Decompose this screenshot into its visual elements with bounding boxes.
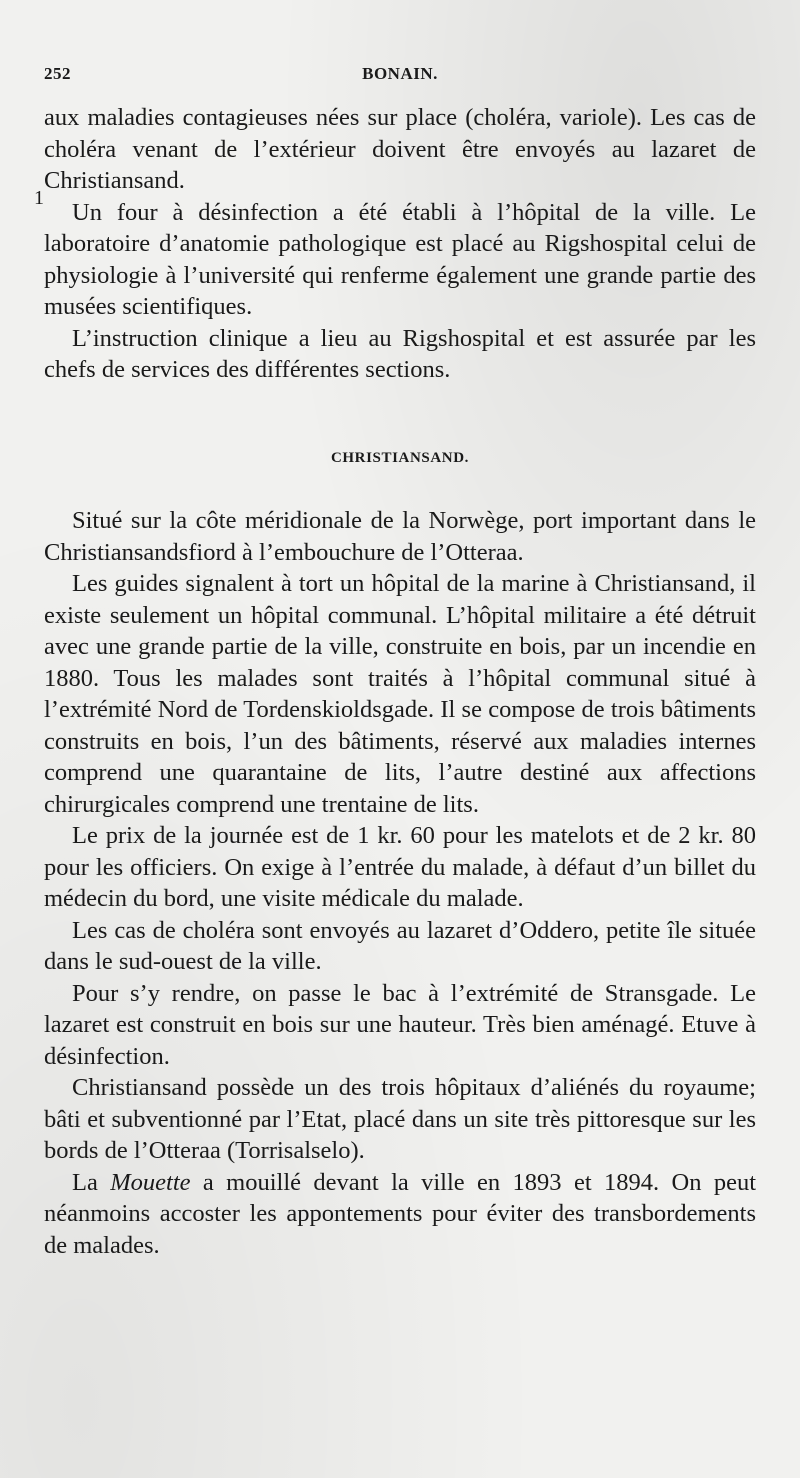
running-title: BONAIN.: [362, 64, 438, 83]
paragraph: Les cas de choléra sont envoyés au lazaret d’Oddero, petite île située dans le sud-ouest de la ville.: [44, 916, 756, 975]
paragraph: Christiansand possède un des trois hôpitaux d’aliénés du royaume; bâti et subventionné par l’Etat, placé dans un site très pittoresque sur les bords de l’Otteraa (Torrisalselo).: [44, 1074, 756, 1164]
margin-mark: 1: [34, 187, 44, 209]
paragraph-last: [44, 1167, 756, 1262]
page-number: 252: [44, 64, 71, 83]
paragraph-continuation: aux maladies contagieuses nées sur place (choléra, variole). Les cas de choléra venant de l’extérieur doivent être envoyés au lazaret de Christiansand.: [44, 104, 756, 194]
section-text: [44, 505, 756, 1261]
paragraph: Le prix de la journée est de 1 kr. 60 pour les matelots et de 2 kr. 80 pour les officiers. On exige à l’entrée du malade, à défaut d’un billet du médecin du bord, une visite médicale du malade.: [44, 822, 756, 912]
paragraph: L’instruction clinique a lieu au Rigshospital et est assurée par les chefs de services des différentes sections.: [44, 324, 756, 383]
paragraph: Les guides signalent à tort un hôpital de la marine à Christiansand, il existe seulement un hôpital communal. L’hôpital militaire a été détruit avec une grande partie de la ville, construite en bois, par un incendie en 1880. Tous les malades sont traités à l’hôpital communal situé à l’extrémité Nord de Tordenskioldsgade. Il se compose de trois bâtiments construits en bois, l’un des bâtiments, réservé aux maladies internes comprend une quarantaine de lits, l’autre destiné aux affections chirurgicales comprend une trentaine de lits.: [44, 570, 756, 818]
intro-text: [44, 102, 756, 386]
paragraph: Un four à désinfection a été établi à l’hôpital de la ville. Le laboratoire d’anatomie pathologique est placé au Rigshospital celui de physiologie à l’université qui renferme également une grande partie des musées scientifiques.: [44, 198, 756, 320]
paragraph: Pour s’y rendre, on passe le bac à l’extrémité de Stransgade. Le lazaret est construit en bois sur une hauteur. Très bien aménagé. Etuve à désinfection.: [44, 979, 756, 1070]
section-heading: CHRISTIANSAND.: [330, 450, 469, 466]
text-run: La: [72, 1168, 111, 1196]
paragraph: Situé sur la côte méridionale de la Norwège, port important dans le Christiansandsfiord à l’embouchure de l’Otteraa.: [44, 507, 756, 566]
text-run: a mouillé devant la ville en 1893 et 1894. On peut néanmoins accoster les appontements pour éviter des transbordements de malades.: [44, 1168, 757, 1259]
ship-name: Mouette: [110, 1168, 191, 1196]
running-head: [44, 64, 756, 90]
